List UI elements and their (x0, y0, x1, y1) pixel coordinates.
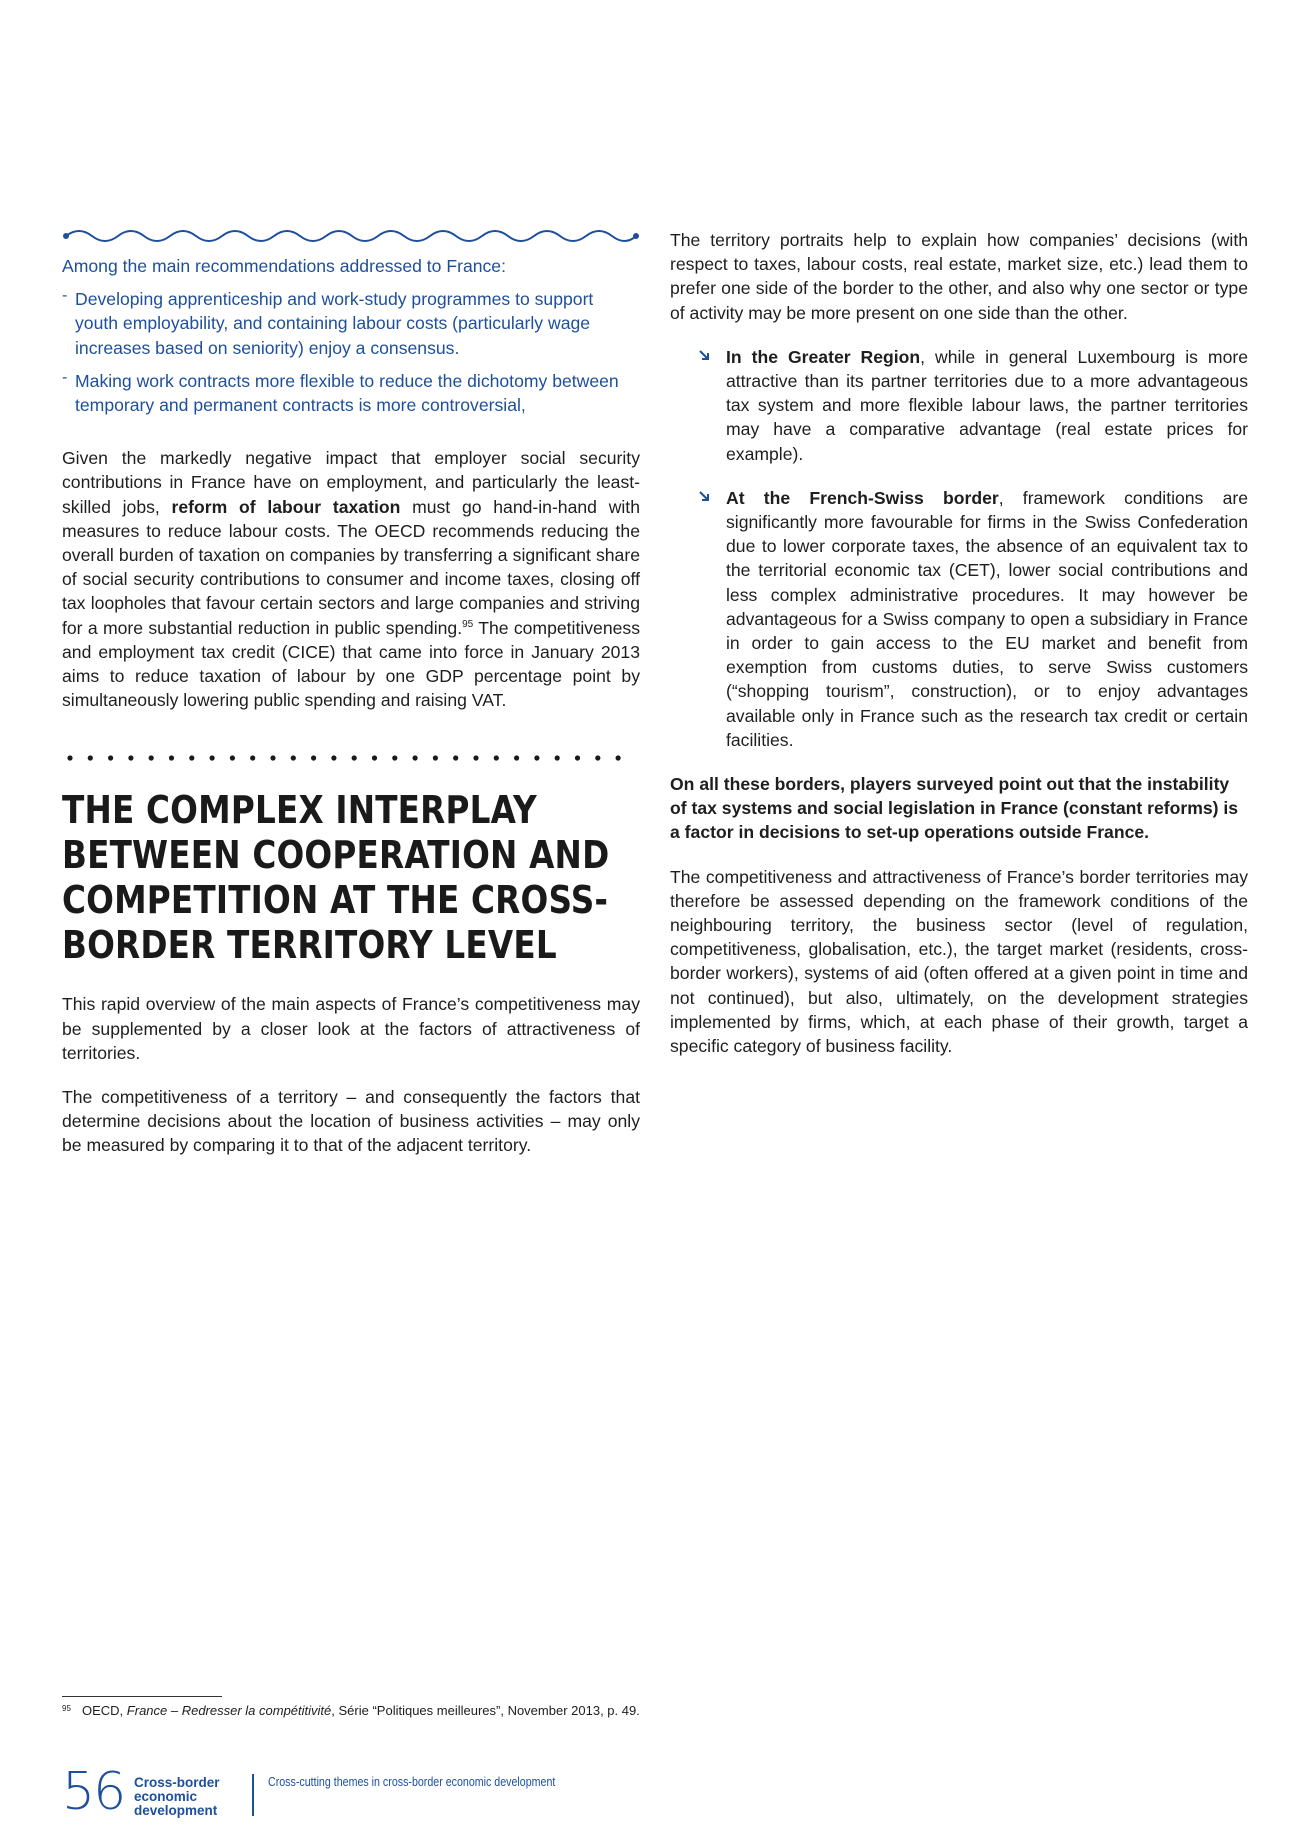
footnote-ref[interactable]: 95 (462, 618, 474, 630)
section-heading: THE COMPLEX INTERPLAY BETWEEN COOPERATION AND COMPETITION AT THE CROSS-BORDER TERRITORY LEVEL (62, 788, 610, 968)
divider-dot (413, 756, 418, 761)
brand-logo: Cross-border economic development (134, 1775, 220, 1818)
divider-dot (169, 756, 174, 761)
divider-dot (88, 756, 93, 761)
arrow-down-right-icon (698, 349, 710, 361)
divider-dot (189, 756, 194, 761)
divider-dot (595, 756, 600, 761)
territory-portraits-paragraph: The territory portraits help to explain how companies’ decisions (with respect to taxes, labour costs, real estate, market size, etc.) lead them to prefer one side of the border to the other, and also why one sector or type of activity may be more present on one side than the other. (670, 230, 1248, 323)
divider-dot (331, 756, 336, 761)
footnote-rule (62, 1696, 222, 1697)
divider-dot (128, 756, 133, 761)
divider-dot (210, 756, 215, 761)
divider-dot (67, 756, 72, 761)
divider-dot (473, 756, 478, 761)
divider-dot (270, 756, 275, 761)
attractiveness-paragraph: The competitiveness and attractiveness of France’s border territories may therefore be assessed depending on the framework conditions of the neighbouring territory, the business sector (level of regulation, competitiveness, globalisation, etc.), the target market (residents, cross-border workers), systems of aid (often offered at a given point in time and not continued), but also, ultimately, on the development strategies implemented by firms, which, at each phase of their growth, target a specific category of business facility. (670, 866, 1248, 1057)
divider-dot (291, 756, 296, 761)
divider-dot (311, 756, 316, 761)
instability-paragraph: On all these borders, players surveyed point out that the instability of tax systems and social legislation in France (constant reforms) is a factor in decisions to set-up operations outside France. (670, 774, 1239, 843)
divider-dot (372, 756, 377, 761)
divider-dot (392, 756, 397, 761)
section-title: Cross-cutting themes in cross-border economic development (268, 1774, 556, 1789)
recommendation-item: - Making work contracts more flexible to reduce the dichotomy between temporary and permanent contracts is more controversial, (62, 369, 640, 417)
recommendation-text: Making work contracts more flexible to reduce the dichotomy between temporary and permanent contracts is more controversial, (75, 370, 619, 416)
page-number: 56 (62, 1762, 125, 1822)
recommendation-item: - Developing apprenticeship and work-study programmes to support youth employability, and containing labour costs (particularly wage increases based on seniority) enjoy a consensus. (62, 287, 640, 360)
divider-dot (149, 756, 154, 761)
bullet-greater-region: In the Greater Region, while in general Luxembourg is more attractive than its partner territories due to a more advantageous tax system and more flexible labour laws, the partner territories may have a comparative advantage (real estate prices for example). (670, 345, 1248, 466)
competitiveness-paragraph: The competitiveness of a territory – and consequently the factors that determine decisions about the location of business activities – may only be measured by comparing it to that of the adjacent territory. (62, 1087, 640, 1156)
divider-dot (494, 756, 499, 761)
wave-divider (62, 228, 640, 244)
divider-dot (230, 756, 235, 761)
overview-paragraph: This rapid overview of the main aspects of France’s competitiveness may be supplemented by a closer look at the factors of attractiveness of territories. (62, 994, 640, 1063)
dotted-divider (62, 754, 640, 762)
bullet-bold: At the French-Swiss border (726, 487, 999, 508)
divider-dot (534, 756, 539, 761)
divider-dot (514, 756, 519, 761)
recommendation-text: Developing apprenticeship and work-study programmes to support youth employability, and containing labour costs (particularly wage increases based on seniority) enjoy a consensus. (75, 289, 594, 358)
right-column (670, 228, 1248, 1058)
divider-dot (108, 756, 113, 761)
footnote-number: 95 (62, 1704, 71, 1713)
footer-divider (252, 1774, 254, 1816)
labour-taxation-paragraph: Given the markedly negative impact that employer social security contributions in France have on employment, and particularly the least-skilled jobs, reform of labour taxation must go hand-in-hand with measures to reduce labour costs. The OECD recommends reducing the overall burden of taxation on companies by transferring a significant share of social security contributions to consumer and income taxes, closing off tax loopholes that favour certain sectors and large companies and striving for a more substantial reduction in public spending.$^{95}$ The competitiveness and employment tax credit (CICE) that came into force in January 2013 aims to reduce taxation of labour by one GDP percentage point by simultaneously lowering public spending and raising VAT. (62, 448, 641, 711)
left-column (62, 228, 640, 1158)
bold-phrase: reform of labour taxation (171, 496, 401, 517)
footnote-title: France – Redresser la compétitivité (126, 1703, 332, 1718)
divider-dot (453, 756, 458, 761)
divider-dot (555, 756, 560, 761)
footnote: 95 OECD, France – Redresser la compétitivité, Série “Politiques meilleures”, November 2013, p. 49. (62, 1702, 642, 1719)
bullet-bold: In the Greater Region (726, 346, 921, 367)
divider-dot (616, 756, 621, 761)
bullet-french-swiss: At the French-Swiss border, framework conditions are significantly more favourable for firms in the Swiss Confederation due to lower corporate taxes, the absence of an equivalent tax to the territorial economic tax (CET), lower social contributions and less complex administrative procedures. It may however be advantageous for a Swiss company to open a subsidiary in France in order to gain access to the EU market and benefit from exemption from customs duties, to serve Swiss customers (“shopping tourism”, construction), or to enjoy advantages available only in France such as the research tax credit or certain facilities. (670, 486, 1248, 752)
page-footer (62, 1762, 762, 1830)
divider-dot (250, 756, 255, 761)
divider-dot (352, 756, 357, 761)
divider-dot (575, 756, 580, 761)
divider-dot (433, 756, 438, 761)
arrow-down-right-icon (698, 490, 710, 502)
recommendations-intro: Among the main recommendations addressed to France: (62, 256, 506, 276)
